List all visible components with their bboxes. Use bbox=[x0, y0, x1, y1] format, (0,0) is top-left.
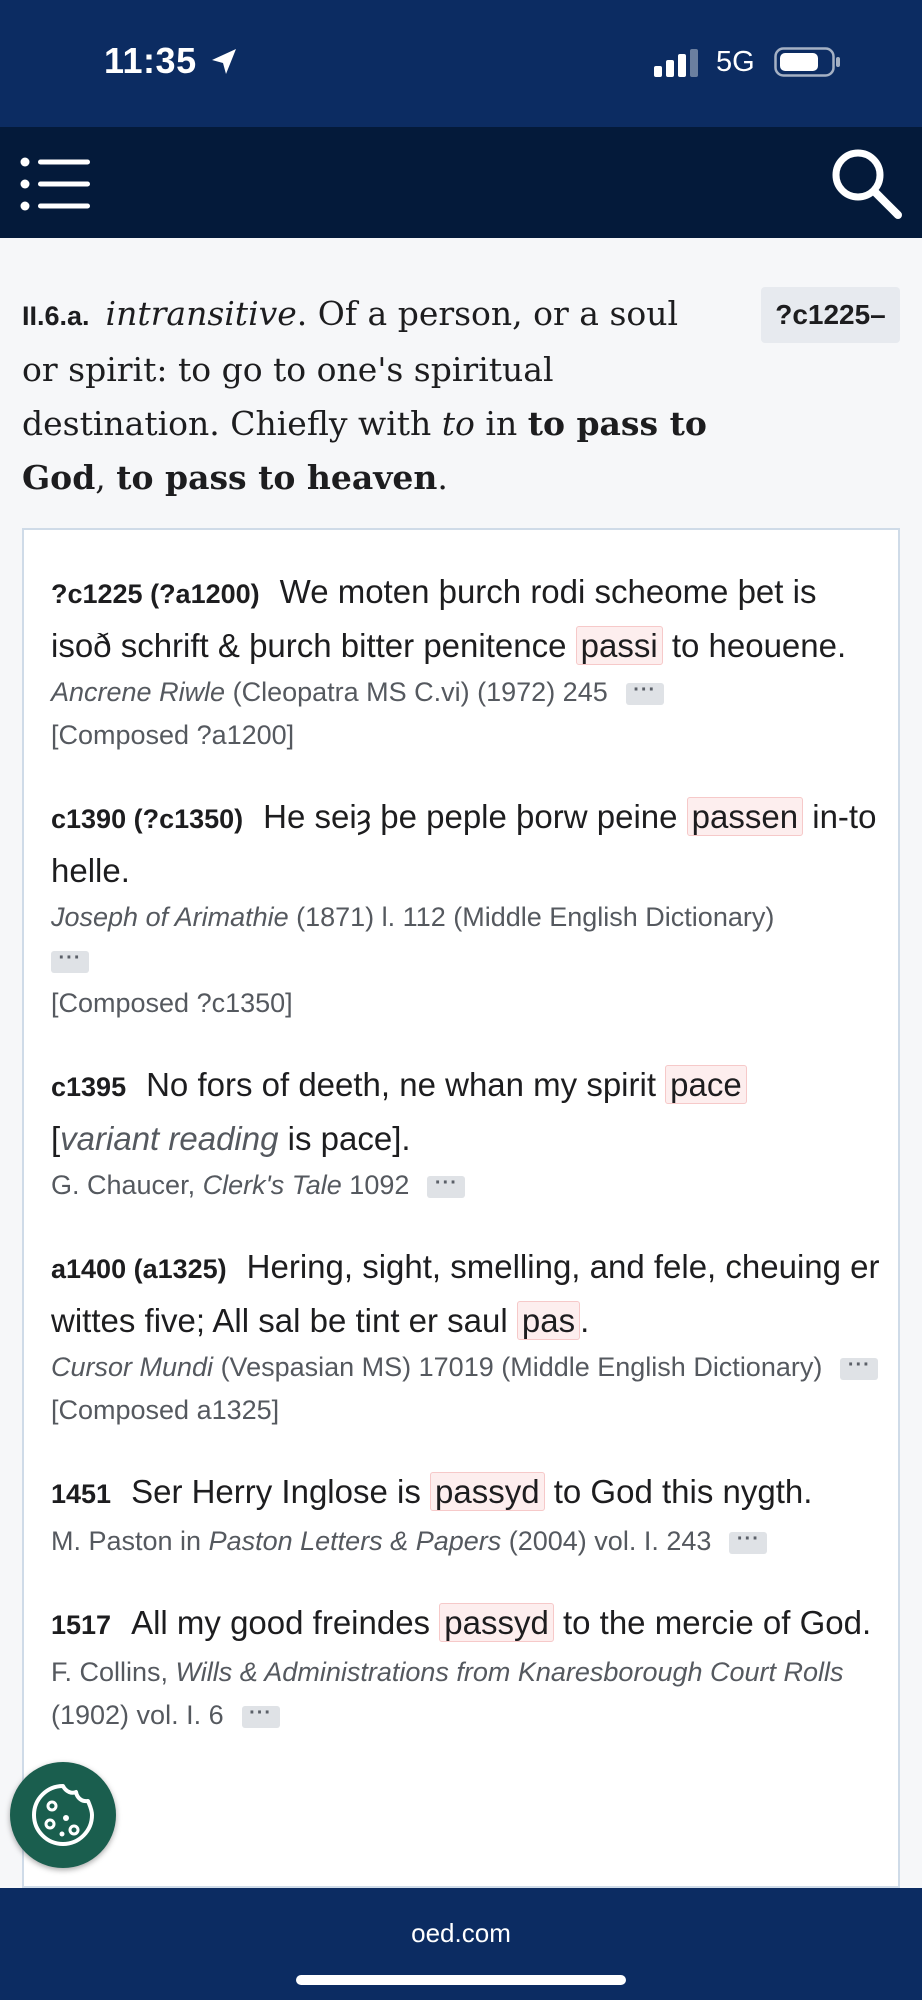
quotation-date: 1517 bbox=[51, 1610, 112, 1640]
url-text[interactable]: oed.com bbox=[411, 1918, 511, 1948]
quotation-text bbox=[51, 1597, 886, 1651]
citation-details: (2004) vol. I. 243 bbox=[501, 1526, 712, 1556]
home-indicator[interactable] bbox=[296, 1975, 626, 1985]
citation-author: M. Paston in bbox=[51, 1526, 209, 1556]
quotation-before: No fors of deeth, ne whan my spirit bbox=[146, 1066, 666, 1103]
composed-date: [Composed ?a1200] bbox=[51, 720, 295, 750]
quotation-before: Ser Herry Inglose is bbox=[131, 1473, 431, 1510]
headword-highlight: passyd bbox=[430, 1472, 545, 1511]
more-citation-button[interactable]: ··· bbox=[427, 1176, 465, 1198]
search-icon[interactable] bbox=[830, 147, 902, 219]
sense-number: II.6.a. bbox=[22, 301, 90, 331]
citation-author: F. Collins, bbox=[51, 1657, 176, 1687]
variant-rest: is pace]. bbox=[278, 1120, 411, 1157]
quotation-date: a1400 (a1325) bbox=[51, 1254, 227, 1284]
citation-title: Ancrene Riwle bbox=[51, 677, 226, 707]
quotation-text bbox=[51, 791, 886, 896]
status-time: 11:35 bbox=[104, 40, 197, 81]
quotation-text bbox=[51, 566, 886, 671]
citation-title: Paston Letters & Papers bbox=[208, 1526, 502, 1556]
citation-details: (1902) vol. I. 6 bbox=[51, 1700, 224, 1730]
more-citation-button[interactable]: ··· bbox=[840, 1358, 878, 1380]
date-range-badge[interactable]: ?c1225– bbox=[761, 287, 900, 343]
citation-details: (1871) l. 112 (Middle English Dictionary) bbox=[288, 902, 775, 932]
citation bbox=[51, 1164, 886, 1207]
quotation-date: c1390 (?c1350) bbox=[51, 804, 244, 834]
quotation-before: He seiȝ þe peple þorw peine bbox=[263, 798, 687, 835]
headword-highlight: pas bbox=[517, 1301, 580, 1340]
variant-open: [ bbox=[51, 1120, 61, 1157]
more-citation-button[interactable]: ··· bbox=[242, 1706, 280, 1728]
quotations-panel bbox=[22, 528, 900, 1888]
quotation-after: to heouene. bbox=[662, 627, 847, 664]
phrase-pass-to-heaven: to pass to heaven bbox=[116, 458, 438, 497]
quotation-after: to the mercie of God. bbox=[553, 1604, 872, 1641]
citation bbox=[51, 1651, 886, 1737]
citation bbox=[51, 1346, 886, 1389]
more-citation-button[interactable]: ··· bbox=[729, 1532, 767, 1554]
quotations-list bbox=[51, 566, 886, 1771]
more-citation-button[interactable]: ··· bbox=[626, 683, 664, 705]
citation bbox=[51, 896, 886, 982]
quotation-item bbox=[51, 1059, 886, 1207]
citation-author: G. Chaucer, bbox=[51, 1170, 203, 1200]
citation-title: Joseph of Arimathie bbox=[51, 902, 289, 932]
quotation-text bbox=[51, 1466, 886, 1520]
phrase-pass-to-god: to pass to God bbox=[22, 404, 707, 497]
menu-icon[interactable] bbox=[20, 157, 92, 211]
composed-date: [Composed ?c1350] bbox=[51, 988, 293, 1018]
status-bar bbox=[0, 0, 922, 127]
cookie-icon bbox=[30, 1782, 96, 1848]
quotation-after: to God this nygth. bbox=[544, 1473, 813, 1510]
headword-highlight: pace bbox=[665, 1065, 747, 1104]
quotation-date: c1395 bbox=[51, 1072, 127, 1102]
headword-highlight: passyd bbox=[439, 1603, 554, 1642]
quotation-item bbox=[51, 1241, 886, 1432]
definition-text-2: in bbox=[474, 404, 528, 443]
grammar-label: intransitive bbox=[105, 294, 297, 333]
definition-italic-to: to bbox=[441, 404, 475, 443]
cookie-settings-button[interactable] bbox=[10, 1762, 116, 1868]
cellular-signal-icon bbox=[654, 49, 700, 77]
headword-highlight: passi bbox=[576, 626, 663, 665]
app-header bbox=[0, 127, 922, 238]
quotation-item bbox=[51, 1597, 886, 1737]
more-citation-button[interactable]: ··· bbox=[51, 951, 89, 973]
quotation-item bbox=[51, 566, 886, 757]
citation-details: (Cleopatra MS C.vi) (1972) 245 bbox=[225, 677, 608, 707]
citation bbox=[51, 671, 886, 714]
citation bbox=[51, 1520, 886, 1563]
headword-highlight: passen bbox=[687, 797, 803, 836]
quotation-after: . bbox=[580, 1302, 590, 1339]
network-type: 5G bbox=[716, 46, 755, 78]
quotation-before: Hering, sight, smelling, and fele, cheuing er wittes five; All sal be tint er saul bbox=[51, 1248, 880, 1339]
definition-text: . Of a person, or a soul or spirit: to go to one's spiritual destination. Chiefly with bbox=[22, 294, 679, 443]
quotation-date: 1451 bbox=[51, 1479, 112, 1509]
battery-icon bbox=[774, 47, 842, 77]
variant-label: variant reading bbox=[60, 1120, 279, 1157]
composed-date: [Composed a1325] bbox=[51, 1395, 280, 1425]
quotation-date: ?c1225 (?a1200) bbox=[51, 579, 260, 609]
sense-definition bbox=[22, 287, 722, 505]
citation-title: Cursor Mundi bbox=[51, 1352, 214, 1382]
quotation-text bbox=[51, 1241, 886, 1346]
quotation-item bbox=[51, 791, 886, 1025]
quotation-after: in-to helle. bbox=[51, 798, 877, 889]
definition-text-3: , bbox=[95, 458, 117, 497]
quotation-text bbox=[51, 1059, 886, 1164]
quotation-before: All my good freindes bbox=[131, 1604, 440, 1641]
quotation-item bbox=[51, 1466, 886, 1563]
citation-details: (Vespasian MS) 17019 (Middle English Dictionary) bbox=[213, 1352, 823, 1382]
location-arrow-icon bbox=[208, 46, 240, 78]
browser-url-bar[interactable] bbox=[0, 1888, 922, 2000]
citation-details: 1092 bbox=[341, 1170, 410, 1200]
citation-title: Wills & Administrations from Knaresborough Court Rolls bbox=[175, 1657, 844, 1687]
definition-text-4: . bbox=[437, 458, 448, 497]
quotation-before: We moten þurch rodi scheome þet is isoð schrift & þurch bitter penitence bbox=[51, 573, 817, 664]
citation-title: Clerk's Tale bbox=[202, 1170, 342, 1200]
